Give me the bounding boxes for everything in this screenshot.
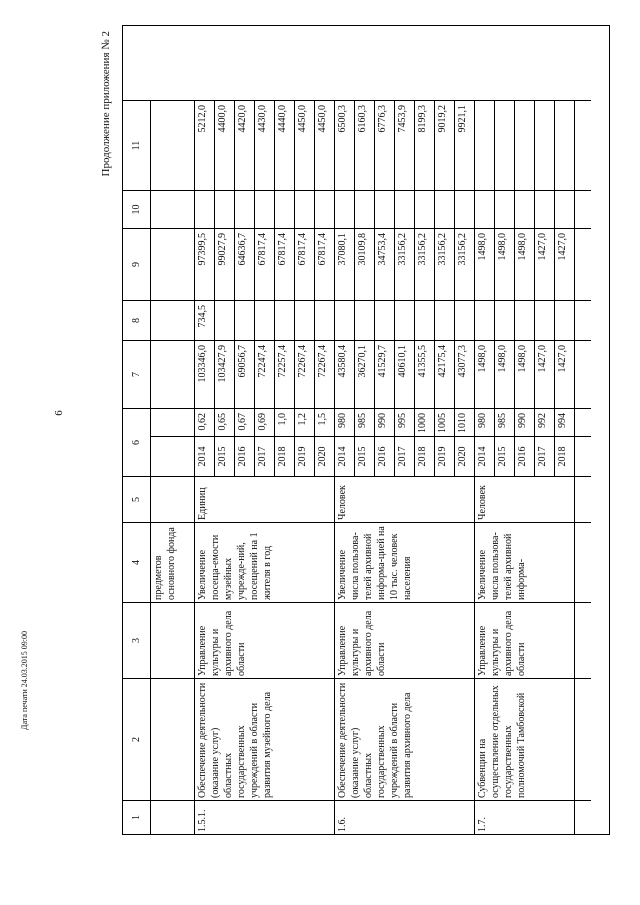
other-amount xyxy=(555,100,575,190)
indicator-value: 1,5 xyxy=(315,408,335,436)
total-amount: 1498,0 xyxy=(495,340,515,408)
year-cell: 2016 xyxy=(375,436,395,476)
federal-amount xyxy=(375,300,395,340)
federal-amount xyxy=(275,300,295,340)
year-cell: 2015 xyxy=(355,436,375,476)
total-amount: 36270,1 xyxy=(355,340,375,408)
total-amount: 1427,0 xyxy=(555,340,575,408)
column-header: 11 xyxy=(123,100,151,190)
federal-amount xyxy=(215,300,235,340)
year-cell: 2015 xyxy=(215,436,235,476)
federal-amount xyxy=(255,300,275,340)
table-cell xyxy=(575,228,591,300)
table-cell xyxy=(151,602,195,678)
column-header: 9 xyxy=(123,228,151,300)
indicator-value: 994 xyxy=(555,408,575,436)
local-amount xyxy=(515,190,535,228)
regional-amount: 30109,8 xyxy=(355,228,375,300)
regional-amount: 33156,2 xyxy=(415,228,435,300)
local-amount xyxy=(275,190,295,228)
indicator-value: 995 xyxy=(395,408,415,436)
executor: Управление культуры и архивного дела области xyxy=(335,602,475,678)
indicator-value: 1000 xyxy=(415,408,435,436)
federal-amount xyxy=(335,300,355,340)
regional-amount: 67817,4 xyxy=(295,228,315,300)
regional-amount: 33156,2 xyxy=(455,228,475,300)
year-cell: 2017 xyxy=(255,436,275,476)
total-amount: 40610,1 xyxy=(395,340,415,408)
regional-amount: 67817,4 xyxy=(275,228,295,300)
regional-amount: 99027,9 xyxy=(215,228,235,300)
table-cell xyxy=(575,408,591,436)
federal-amount xyxy=(435,300,455,340)
local-amount xyxy=(235,190,255,228)
page-number: 6 xyxy=(52,410,65,416)
year-cell: 2019 xyxy=(295,436,315,476)
table-cell xyxy=(151,678,195,800)
year-cell: 2014 xyxy=(335,436,355,476)
indicator: Увеличение числа пользова-телей архивной информа-цией на 10 тыс. человек населения xyxy=(335,522,475,602)
federal-amount xyxy=(555,300,575,340)
indicator-value: 980 xyxy=(475,408,495,436)
year-cell: 2015 xyxy=(495,436,515,476)
landscape-table-page xyxy=(100,25,610,835)
column-header: 7 xyxy=(123,340,151,408)
regional-amount: 33156,2 xyxy=(395,228,415,300)
indicator-value: 1,2 xyxy=(295,408,315,436)
federal-amount xyxy=(395,300,415,340)
indicator: Увеличение посеща-емости музейных учрежде-ний, посещений на 1 жителя в год xyxy=(195,522,335,602)
unit: Единиц xyxy=(195,476,335,522)
regional-amount: 97399,5 xyxy=(195,228,215,300)
local-amount xyxy=(195,190,215,228)
indicator-value: 985 xyxy=(355,408,375,436)
federal-amount xyxy=(295,300,315,340)
column-header: 4 xyxy=(123,522,151,602)
table-cell xyxy=(151,300,195,340)
regional-amount: 1498,0 xyxy=(515,228,535,300)
federal-amount xyxy=(495,300,515,340)
total-amount: 43580,4 xyxy=(335,340,355,408)
local-amount xyxy=(455,190,475,228)
total-amount: 69056,7 xyxy=(235,340,255,408)
local-amount xyxy=(255,190,275,228)
column-header: 1 xyxy=(123,800,151,834)
row-number: 1.6. xyxy=(335,800,475,834)
program-table xyxy=(122,25,610,835)
year-cell: 2016 xyxy=(235,436,255,476)
regional-amount: 1427,0 xyxy=(535,228,555,300)
federal-amount xyxy=(535,300,555,340)
local-amount xyxy=(415,190,435,228)
other-amount: 9019,2 xyxy=(435,100,455,190)
indicator-value: 990 xyxy=(515,408,535,436)
year-cell: 2018 xyxy=(555,436,575,476)
local-amount xyxy=(435,190,455,228)
print-date-footer: Дата печати 24.03.2015 09:00 xyxy=(20,631,29,730)
other-amount: 4430,0 xyxy=(255,100,275,190)
total-amount: 72267,4 xyxy=(315,340,335,408)
federal-amount xyxy=(415,300,435,340)
other-amount: 7453,9 xyxy=(395,100,415,190)
other-amount: 6776,3 xyxy=(375,100,395,190)
indicator-value: 0,67 xyxy=(235,408,255,436)
federal-amount xyxy=(235,300,255,340)
local-amount xyxy=(495,190,515,228)
local-amount xyxy=(555,190,575,228)
other-amount: 4450,0 xyxy=(315,100,335,190)
table-cell xyxy=(575,800,591,834)
executor: Управление культуры и архивного дела области xyxy=(195,602,335,678)
continued-indicator-text: предметов основного фонда xyxy=(151,522,195,602)
other-amount: 4450,0 xyxy=(295,100,315,190)
unit: Человек xyxy=(335,476,475,522)
year-cell: 2014 xyxy=(475,436,495,476)
federal-amount: 734,5 xyxy=(195,300,215,340)
table-cell xyxy=(151,100,195,190)
total-amount: 41529,7 xyxy=(375,340,395,408)
total-amount: 41355,5 xyxy=(415,340,435,408)
column-header: 6 xyxy=(123,408,151,476)
other-amount: 6160,3 xyxy=(355,100,375,190)
table-cell xyxy=(575,522,591,602)
total-amount: 42175,4 xyxy=(435,340,455,408)
measure-title: Обеспечение деятельности (оказание услуг) областных государственных учреждений в области развития музейного дела xyxy=(195,678,335,800)
federal-amount xyxy=(315,300,335,340)
year-cell: 2018 xyxy=(275,436,295,476)
year-cell: 2017 xyxy=(535,436,555,476)
table-cell xyxy=(575,602,591,678)
total-amount: 103427,9 xyxy=(215,340,235,408)
column-header: 8 xyxy=(123,300,151,340)
table-cell xyxy=(575,190,591,228)
table-cell xyxy=(575,436,591,476)
local-amount xyxy=(215,190,235,228)
table-cell xyxy=(575,476,591,522)
indicator-value: 990 xyxy=(375,408,395,436)
other-amount: 4400,0 xyxy=(215,100,235,190)
table-cell xyxy=(151,476,195,522)
total-amount: 1427,0 xyxy=(535,340,555,408)
year-cell: 2018 xyxy=(415,436,435,476)
total-amount: 1498,0 xyxy=(475,340,495,408)
total-amount: 1498,0 xyxy=(515,340,535,408)
table-cell xyxy=(151,340,195,408)
federal-amount xyxy=(455,300,475,340)
other-amount: 9921,1 xyxy=(455,100,475,190)
regional-amount: 1498,0 xyxy=(495,228,515,300)
federal-amount xyxy=(355,300,375,340)
column-header: 3 xyxy=(123,602,151,678)
unit: Человек xyxy=(475,476,575,522)
other-amount: 6500,3 xyxy=(335,100,355,190)
regional-amount: 33156,2 xyxy=(435,228,455,300)
regional-amount: 64636,7 xyxy=(235,228,255,300)
indicator-value: 980 xyxy=(335,408,355,436)
year-cell: 2017 xyxy=(395,436,415,476)
other-amount: 8199,3 xyxy=(415,100,435,190)
row-number: 1.5.1. xyxy=(195,800,335,834)
regional-amount: 34753,4 xyxy=(375,228,395,300)
regional-amount: 67817,4 xyxy=(255,228,275,300)
table-cell xyxy=(151,228,195,300)
regional-amount: 1427,0 xyxy=(555,228,575,300)
local-amount xyxy=(295,190,315,228)
other-amount: 5212,0 xyxy=(195,100,215,190)
total-amount: 43077,3 xyxy=(455,340,475,408)
column-header: 2 xyxy=(123,678,151,800)
local-amount xyxy=(475,190,495,228)
table-cell xyxy=(151,408,195,436)
regional-amount: 67817,4 xyxy=(315,228,335,300)
total-amount: 72247,4 xyxy=(255,340,275,408)
other-amount: 4420,0 xyxy=(235,100,255,190)
local-amount xyxy=(355,190,375,228)
column-header: 5 xyxy=(123,476,151,522)
year-cell: 2020 xyxy=(455,436,475,476)
table-cell xyxy=(575,340,591,408)
other-amount xyxy=(495,100,515,190)
regional-amount: 1498,0 xyxy=(475,228,495,300)
table-cell xyxy=(575,300,591,340)
measure-title: Субвенции на осуществление отдельных государственных полномочий Тамбовской xyxy=(475,678,575,800)
local-amount xyxy=(395,190,415,228)
table-cell xyxy=(151,800,195,834)
indicator-value: 992 xyxy=(535,408,555,436)
year-cell: 2014 xyxy=(195,436,215,476)
table-cell xyxy=(575,678,591,800)
year-cell: 2019 xyxy=(435,436,455,476)
local-amount xyxy=(535,190,555,228)
table-cell xyxy=(575,100,591,190)
local-amount xyxy=(315,190,335,228)
indicator: Увеличение числа пользова-телей архивной информа- xyxy=(475,522,575,602)
federal-amount xyxy=(515,300,535,340)
year-cell: 2020 xyxy=(315,436,335,476)
continuation-title: Продолжение приложения № 2 xyxy=(100,31,112,177)
year-cell: 2016 xyxy=(515,436,535,476)
other-amount xyxy=(475,100,495,190)
total-amount: 72267,4 xyxy=(295,340,315,408)
local-amount xyxy=(375,190,395,228)
other-amount xyxy=(535,100,555,190)
executor: Управление культуры и архивного дела области xyxy=(475,602,575,678)
table-cell xyxy=(151,190,195,228)
indicator-value: 1010 xyxy=(455,408,475,436)
indicator-value: 0,69 xyxy=(255,408,275,436)
indicator-value: 0,65 xyxy=(215,408,235,436)
indicator-value: 1,0 xyxy=(275,408,295,436)
total-amount: 72257,4 xyxy=(275,340,295,408)
row-number: 1.7. xyxy=(475,800,575,834)
federal-amount xyxy=(475,300,495,340)
regional-amount: 37080,1 xyxy=(335,228,355,300)
indicator-value: 985 xyxy=(495,408,515,436)
other-amount xyxy=(515,100,535,190)
total-amount: 103346,0 xyxy=(195,340,215,408)
other-amount: 4440,0 xyxy=(275,100,295,190)
table-cell xyxy=(151,436,195,476)
measure-title: Обеспечение деятельности (оказание услуг) областных государственных учреждений в области развития архивного дела xyxy=(335,678,475,800)
indicator-value: 0,62 xyxy=(195,408,215,436)
local-amount xyxy=(335,190,355,228)
column-header: 10 xyxy=(123,190,151,228)
indicator-value: 1005 xyxy=(435,408,455,436)
